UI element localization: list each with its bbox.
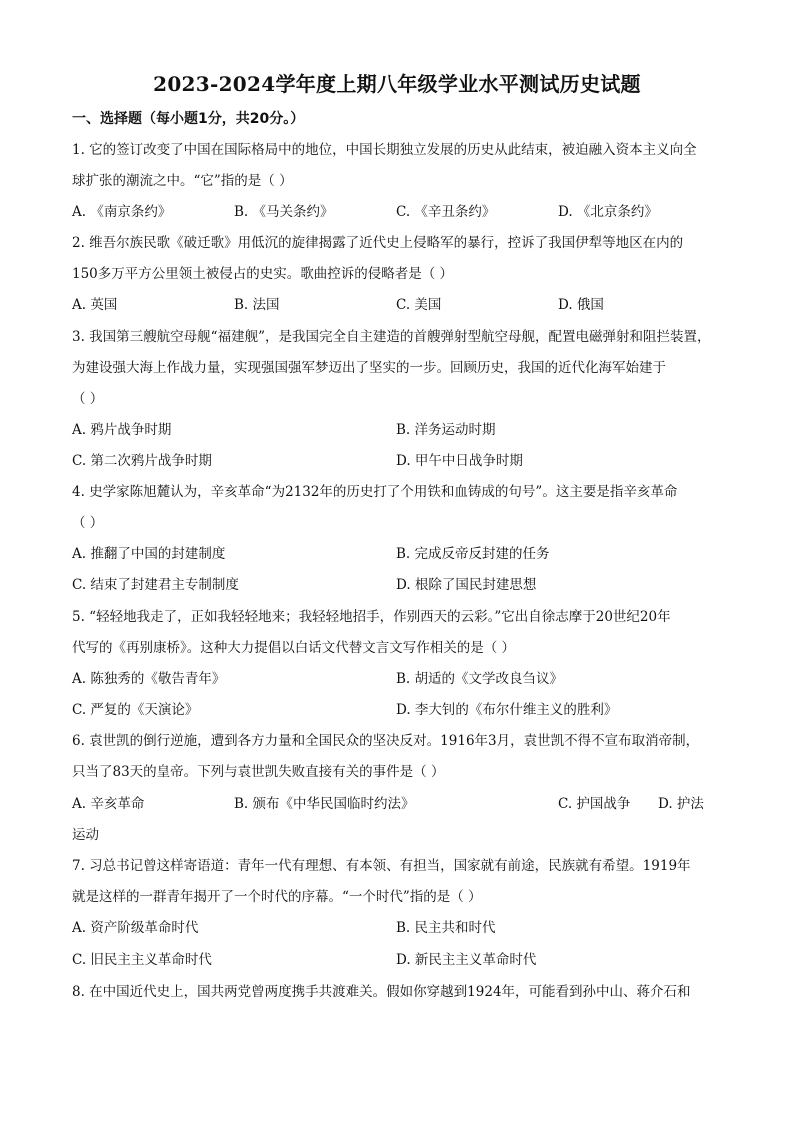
q1-stem-line2: 球扩张的潮流之中。“它”指的是（ ） [72, 173, 293, 189]
q3-option-c: C. 第二次鸦片战争时期 [72, 453, 212, 469]
q6-stem-line2: 只当了83天的皇帝。下列与袁世凯失败直接有关的事件是（ ） [72, 764, 445, 780]
q2-stem-line1: 2. 维吾尔族民歌《破迁歌》用低沉的旋律揭露了近代史上侵略军的暴行，控诉了我国伊犁等地区在内的 [72, 235, 684, 251]
q1-option-c: C. 《辛丑条约》 [396, 204, 496, 220]
q3-stem-line1: 3. 我国第三艘航空母舰“福建舰”，是我国完全自主建造的首艘弹射型航空母舰，配置电磁弹射和阻拦装置， [72, 329, 711, 345]
q6-option-d-continuation: 运动 [72, 827, 99, 843]
q5-stem-line2: 代写的《再别康桥》。这种大力提倡以白话文代替文言文写作相关的是（ ） [72, 640, 516, 656]
q7-option-d: D. 新民主主义革命时代 [396, 952, 537, 968]
section-heading: 一、选择题（每小题1分，共20分。） [72, 111, 305, 127]
q7-option-a: A. 资产阶级革命时代 [72, 920, 199, 936]
q4-option-c: C. 结束了封建君主专制制度 [72, 577, 239, 593]
q1-option-b: B. 《马关条约》 [234, 204, 334, 220]
q4-option-a: A. 推翻了中国的封建制度 [72, 546, 226, 562]
q6-stem-line1: 6. 袁世凯的倒行逆施，遭到各方力量和全国民众的坚决反对。1916年3月，袁世凯不得不宣布取消帝制， [72, 733, 700, 749]
q2-option-a: A. 英国 [72, 297, 118, 313]
q1-option-a: A. 《南京条约》 [72, 204, 172, 220]
q3-option-a: A. 鸦片战争时期 [72, 422, 172, 438]
q4-stem-line2: （ ） [72, 515, 104, 531]
q6-option-d: D. 护法 [658, 796, 704, 812]
q4-option-d: D. 根除了国民封建思想 [396, 577, 537, 593]
q5-option-a: A. 陈独秀的《敬告青年》 [72, 671, 226, 687]
q7-stem-line2: 就是这样的一群青年揭开了一个时代的序幕。“一个时代”指的是（ ） [72, 889, 482, 905]
q3-option-d: D. 甲午中日战争时期 [396, 453, 523, 469]
page-title: 2023-2024学年度上期八年级学业水平测试历史试题 [153, 72, 641, 96]
q3-option-b: B. 洋务运动时期 [396, 422, 496, 438]
q7-option-c: C. 旧民主主义革命时代 [72, 952, 212, 968]
q2-option-b: B. 法国 [234, 297, 280, 313]
q5-stem-line1: 5. “轻轻地我走了，正如我轻轻地来；我轻轻地招手，作别西天的云彩。”它出自徐志摩于20世纪20年 [72, 609, 671, 625]
q8-stem-line1: 8. 在中国近代史上，国共两党曾两度携手共渡难关。假如你穿越到1924年，可能看到孙中山、蒋介石和 [72, 984, 691, 1000]
q7-option-b: B. 民主共和时代 [396, 920, 496, 936]
q5-option-b: B. 胡适的《文学改良刍议》 [396, 671, 564, 687]
q5-option-d: D. 李大钊的《布尔什维主义的胜利》 [396, 702, 618, 718]
q3-stem-line3: （ ） [72, 391, 104, 407]
q2-stem-line2: 150多万平方公里领土被侵占的史实。歌曲控诉的侵略者是（ ） [72, 266, 454, 282]
q2-option-c: C. 美国 [396, 297, 442, 313]
q4-stem-line1: 4. 史学家陈旭麓认为，辛亥革命“为2132年的历史打了个用铁和血铸成的句号”。这主要是指辛亥革命 [72, 484, 678, 500]
q6-option-b: B. 颁布《中华民国临时约法》 [234, 796, 415, 812]
q7-stem-line1: 7. 习总书记曾这样寄语道：青年一代有理想、有本领、有担当，国家就有前途，民族就有希望。1919年 [72, 858, 691, 874]
q5-option-c: C. 严复的《天演论》 [72, 702, 199, 718]
q2-option-d: D. 俄国 [558, 297, 604, 313]
q3-stem-line2: 为建设强大海上作战力量，实现强国强军梦迈出了坚实的一步。回顾历史，我国的近代化海军始建于 [72, 360, 666, 376]
q1-option-d: D. 《北京条约》 [558, 204, 658, 220]
q6-option-c: C. 护国战争 [558, 796, 631, 812]
q1-stem-line1: 1. 它的签订改变了中国在国际格局中的地位，中国长期独立发展的历史从此结束，被迫融入资本主义向全 [72, 142, 697, 158]
q4-option-b: B. 完成反帝反封建的任务 [396, 546, 550, 562]
q6-option-a: A. 辛亥革命 [72, 796, 145, 812]
